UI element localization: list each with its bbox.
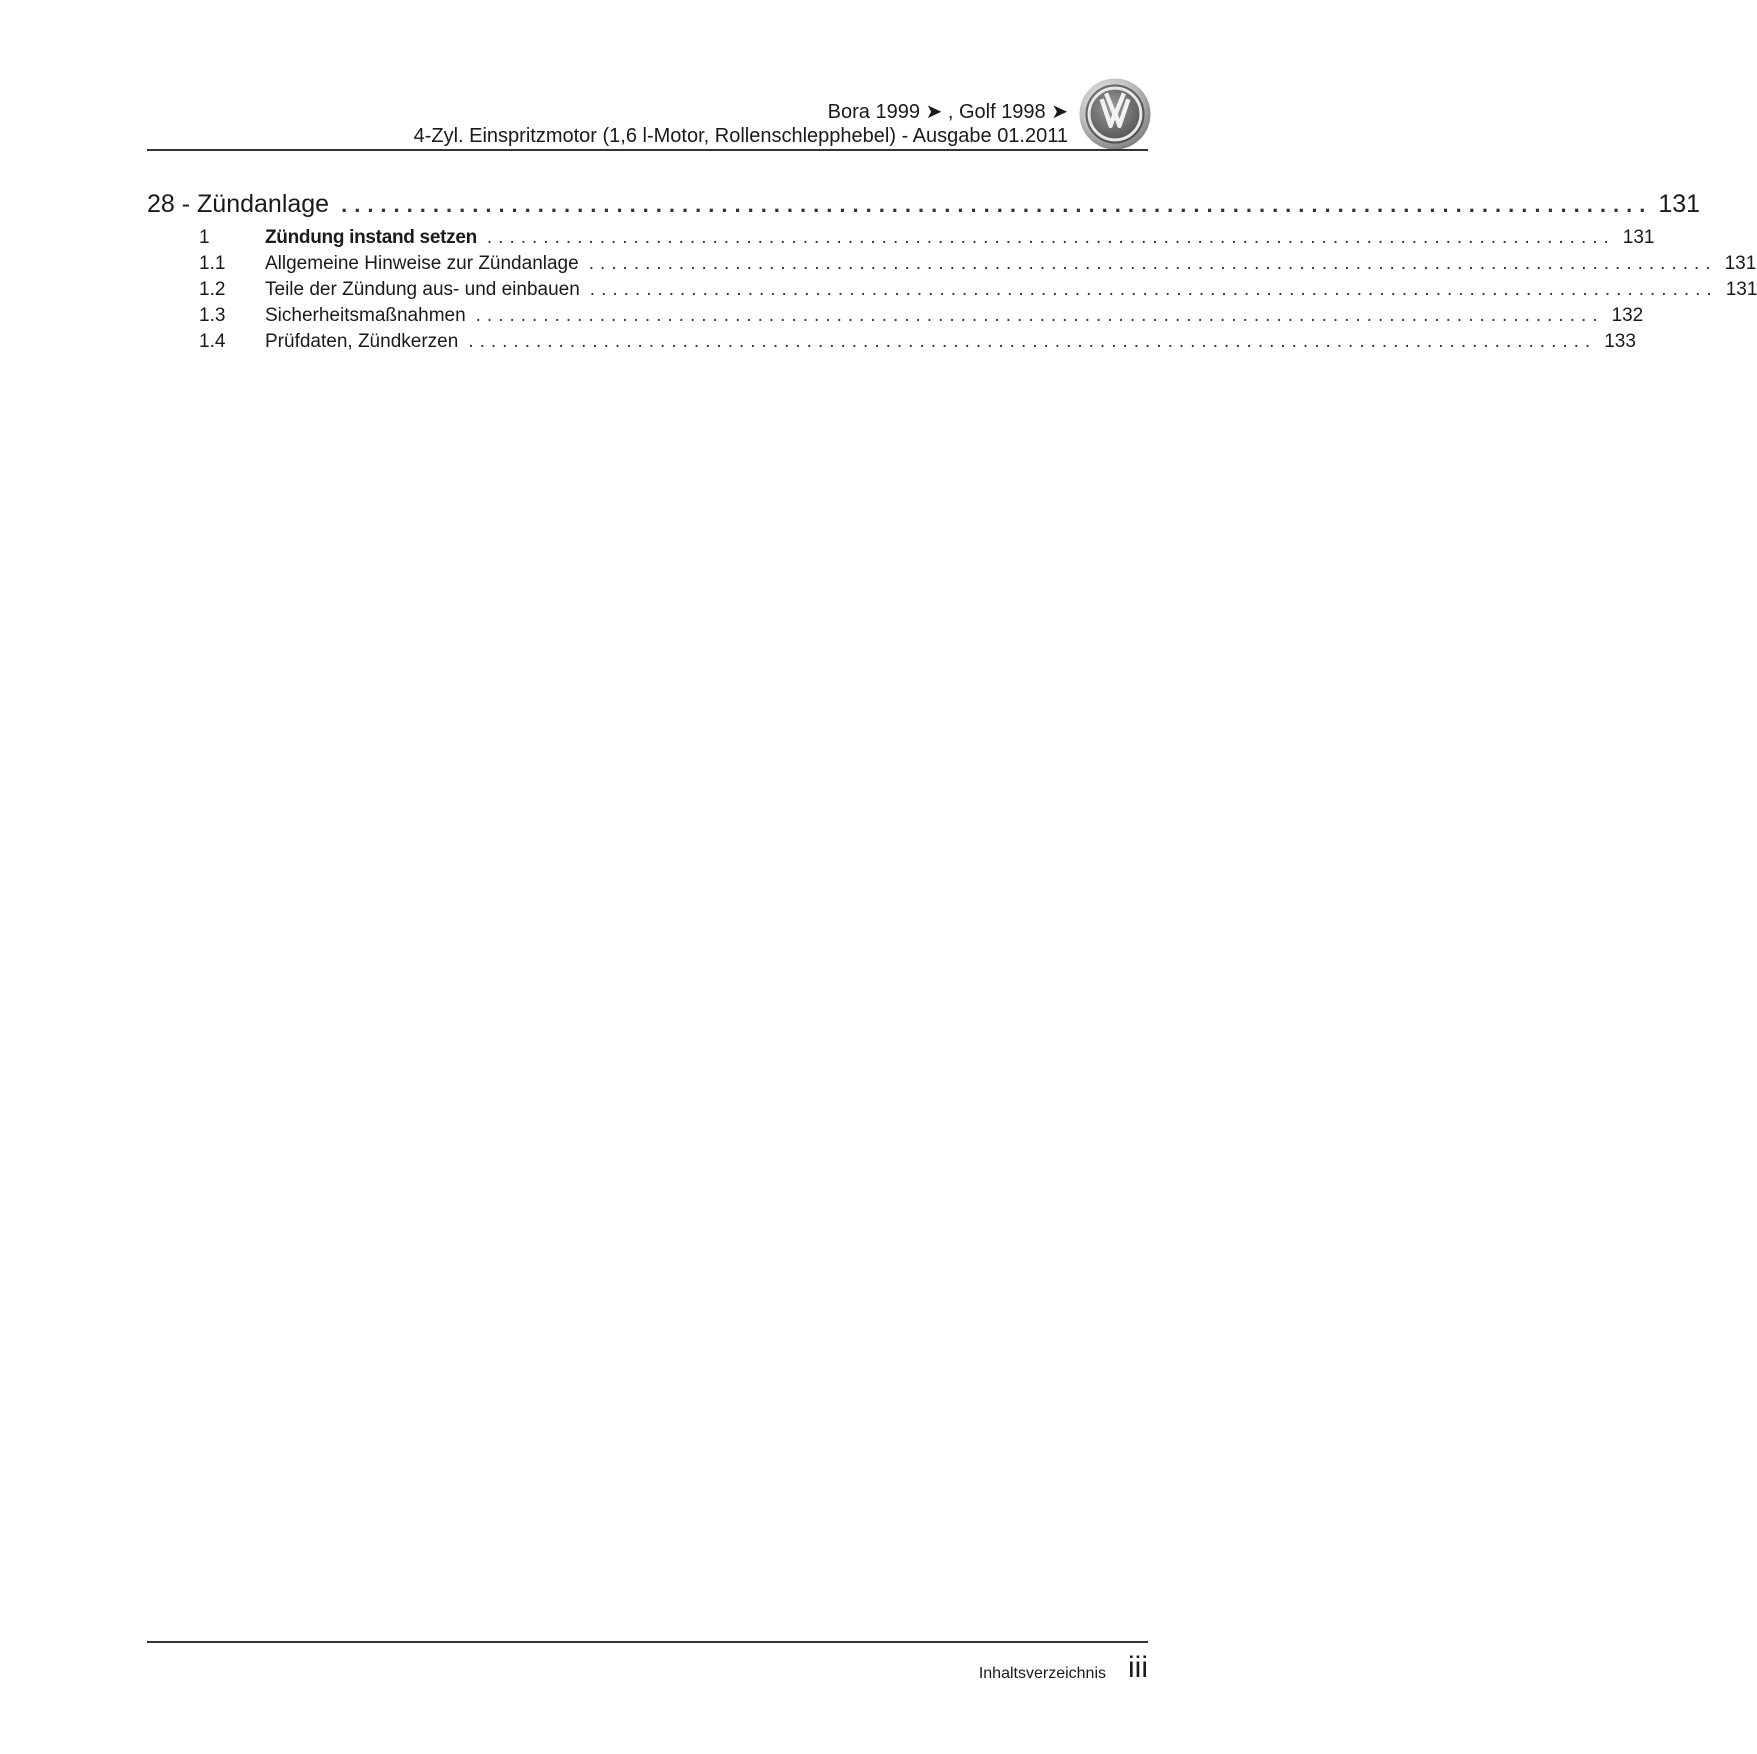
toc-dot-leader: .................................................................................................... bbox=[486, 227, 1615, 248]
footer-page-number: iii bbox=[1128, 1651, 1148, 1684]
toc-entry-title: Prüfdaten, Zündkerzen bbox=[265, 331, 459, 352]
vw-logo-icon bbox=[1078, 77, 1152, 151]
toc-entry-page: 131 bbox=[1622, 227, 1655, 248]
footer-section-label: Inhaltsverzeichnis bbox=[978, 1665, 1106, 1682]
toc-dot-leader: .................................................................................................... bbox=[589, 279, 1718, 300]
toc-entry[interactable] bbox=[199, 331, 1636, 353]
toc-entry[interactable] bbox=[199, 305, 1644, 327]
toc-entry[interactable] bbox=[199, 253, 1757, 275]
toc-entry-number: 1.1 bbox=[199, 253, 226, 274]
toc-entry-title: Zündung instand setzen bbox=[265, 227, 477, 248]
toc-dot-leader: .................................................................................................... bbox=[588, 253, 1717, 274]
toc-dot-leader: .................................................................................................... bbox=[468, 331, 1597, 352]
toc-entry-number: 1 bbox=[199, 227, 210, 248]
toc-dot-leader: .................................................................................................... bbox=[341, 192, 1653, 217]
toc-entry-page: 132 bbox=[1611, 305, 1644, 326]
toc-chapter-title: 28 - Zündanlage bbox=[147, 190, 330, 218]
toc-chapter[interactable] bbox=[147, 190, 1701, 219]
toc-dot-leader: .................................................................................................... bbox=[475, 305, 1604, 326]
toc-entry-page: 131 bbox=[1725, 279, 1757, 300]
footer-divider bbox=[147, 1641, 1148, 1643]
header-engine-line: 4-Zyl. Einspritzmotor (1,6 l-Motor, Rollenschlepphebel) - Ausgabe 01.2011 bbox=[413, 125, 1068, 147]
header-divider bbox=[147, 149, 1148, 151]
toc-entry-page: 133 bbox=[1604, 331, 1636, 352]
toc-entry-number: 1.4 bbox=[199, 331, 226, 352]
toc-entry-title: Allgemeine Hinweise zur Zündanlage bbox=[265, 253, 579, 274]
toc-entry-title: Sicherheitsmaßnahmen bbox=[265, 305, 466, 326]
toc-entry-title: Teile der Zündung aus- und einbauen bbox=[265, 279, 580, 300]
toc-entry[interactable] bbox=[199, 227, 1655, 249]
toc-entry-number: 1.2 bbox=[199, 279, 226, 300]
toc-entry-page: 131 bbox=[1724, 253, 1757, 274]
toc-entry-number: 1.3 bbox=[199, 305, 226, 326]
toc-entry[interactable] bbox=[199, 279, 1757, 301]
toc-chapter-page: 131 bbox=[1658, 190, 1701, 218]
header-model-line: Bora 1999 ➤ , Golf 1998 ➤ bbox=[827, 101, 1068, 123]
